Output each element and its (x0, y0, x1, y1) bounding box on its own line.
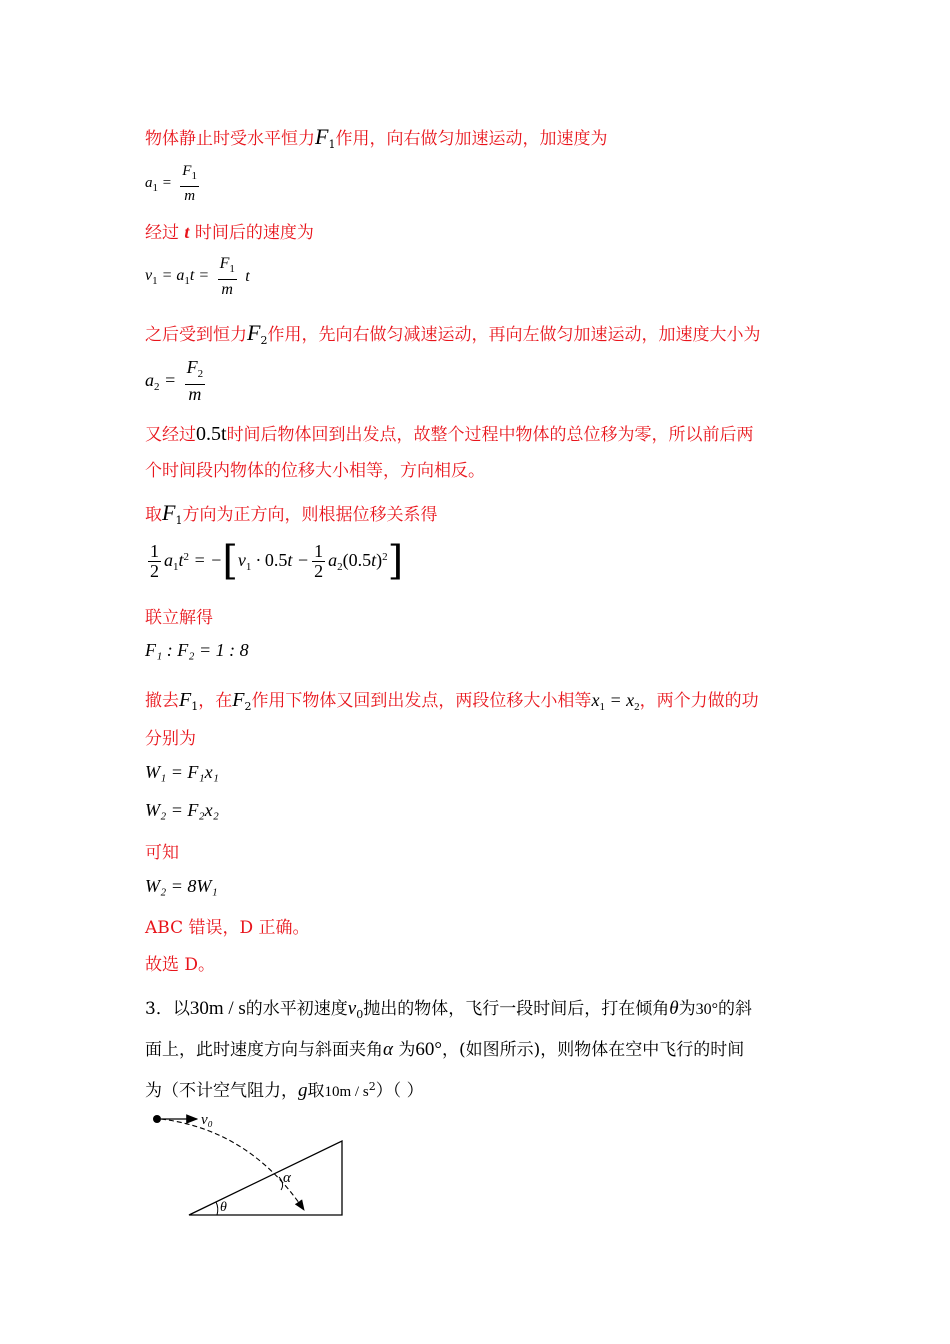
text: 取 (145, 505, 162, 525)
text: 以 (172, 999, 190, 1019)
question-line-1: 3．以30m / s的水平初速度$v_0$抛出的物体，飞行一段时间后，打在倾角θ为30°的斜 (145, 998, 752, 1021)
trajectory-dashed (161, 1119, 304, 1210)
text: 作用下物体又回到出发点，两段位移大小相等 (251, 691, 592, 711)
text: 方向为正方向，则根据位移关系得 (182, 505, 438, 525)
question-line-3: 为（不计空气阻力，g取$10m / s^2$）（ ） (145, 1080, 424, 1101)
text: 经过 (145, 223, 179, 243)
solution-line-7b: 分别为 (145, 729, 196, 749)
solution-line-8: 可知 (145, 843, 179, 863)
text: 时间后物体回到出发点，故整个过程中物体的总位移为零，所以前后两 (226, 425, 754, 445)
solution-line-6: 联立解得 (145, 608, 213, 628)
incline (189, 1141, 342, 1215)
eq-displacement: $\frac{1}{2}$ $a_1t^2 = -[v_1 \cdot 0.5t$ − $\frac{1}{2}$ $a_2(0.5t)^2$] (150, 538, 404, 584)
alpha-label: α (283, 1170, 291, 1186)
var-F: F (247, 320, 261, 345)
text: ）（ ） (375, 1081, 424, 1101)
solution-line-4 (145, 420, 754, 446)
solution-line-3 (145, 320, 760, 347)
text: ，两个力做的功 (639, 691, 759, 711)
text: 作用，向右做匀加速运动，加速度为 (335, 129, 608, 149)
var-F: F (315, 124, 329, 149)
text: 为 (398, 1040, 416, 1060)
theta-arc (216, 1202, 218, 1215)
eq-ratio: F₁ : F₂ = 1 : 8 (145, 640, 249, 660)
text: 面上，此时速度方向与斜面夹角 (145, 1040, 383, 1060)
solution-line-9: ABC 错误，D 正确。 (145, 918, 310, 938)
angle-60: 60° (415, 1039, 442, 1060)
solution-line-2 (145, 218, 314, 243)
projectile-incline-figure (140, 1100, 360, 1225)
text: 为（不计空气阻力， (145, 1081, 298, 1101)
solution-line-7: 撤去$F_1$，在$F_2$作用下物体又回到出发点，两段位移大小相等$x_1 = x_2$，两个力做的功 (145, 689, 759, 713)
eq-a1: $a_1$ = $\frac{F_1}{m}$ (145, 163, 197, 204)
text: 又经过 (145, 425, 196, 445)
text: ，在 (198, 691, 233, 711)
eq-w2b: W₂ = 8W₁ (145, 876, 218, 896)
solution-line-4b: 个时间段内物体的位移大小相等，方向相反。 (145, 461, 485, 481)
subscript: 1 (328, 138, 336, 151)
var-t: t (184, 222, 190, 242)
solution-line-5 (145, 500, 437, 527)
text: 之后受到恒力 (145, 325, 247, 345)
subscript: 1 (175, 514, 183, 527)
text: 的水平初速度 (245, 999, 348, 1019)
solution-line-10: 故选 D。 (145, 955, 216, 975)
v0-label: v₀ (201, 1112, 213, 1128)
text: 撤去 (145, 691, 179, 711)
solution-line-1 (145, 124, 607, 151)
text: 为 (678, 999, 696, 1019)
text: 物体静止时受水平恒力 (145, 129, 315, 149)
value-0.5t: 0.5t (196, 423, 227, 445)
text: ，(如图所示)，则物体在空中飞行的时间 (442, 1040, 745, 1060)
g-value: 10m / s (324, 1084, 369, 1100)
text: 的斜 (717, 999, 752, 1019)
projectile-ball (153, 1115, 161, 1123)
var-F: F (162, 500, 176, 525)
question-number: 3． (145, 999, 173, 1019)
text: 作用，先向右做匀减速运动，再向左做匀加速运动，加速度大小为 (267, 325, 761, 345)
eq-v1: $v_1 = a_1t$ = $\frac{F_1}{m}$ t (145, 255, 250, 298)
text: 取 (307, 1081, 325, 1101)
theta-label: θ (220, 1200, 227, 1215)
eq-a2: $a_2$ = $\frac{F_2}{m}$ (145, 357, 204, 404)
question-line-2: 面上，此时速度方向与斜面夹角α 为60°，(如图所示)，则物体在空中飞行的时间 (145, 1039, 745, 1060)
speed-value: 30m / s (189, 998, 246, 1019)
eq-w1: W₁ = F₁x₁ (145, 762, 219, 782)
eq-w2: W₂ = F₂x₂ (145, 800, 219, 820)
text: 抛出的物体，飞行一段时间后，打在倾角 (363, 999, 670, 1019)
angle-30: 30° (695, 1001, 718, 1018)
text: 时间后的速度为 (194, 223, 314, 243)
subscript: 2 (260, 334, 268, 347)
